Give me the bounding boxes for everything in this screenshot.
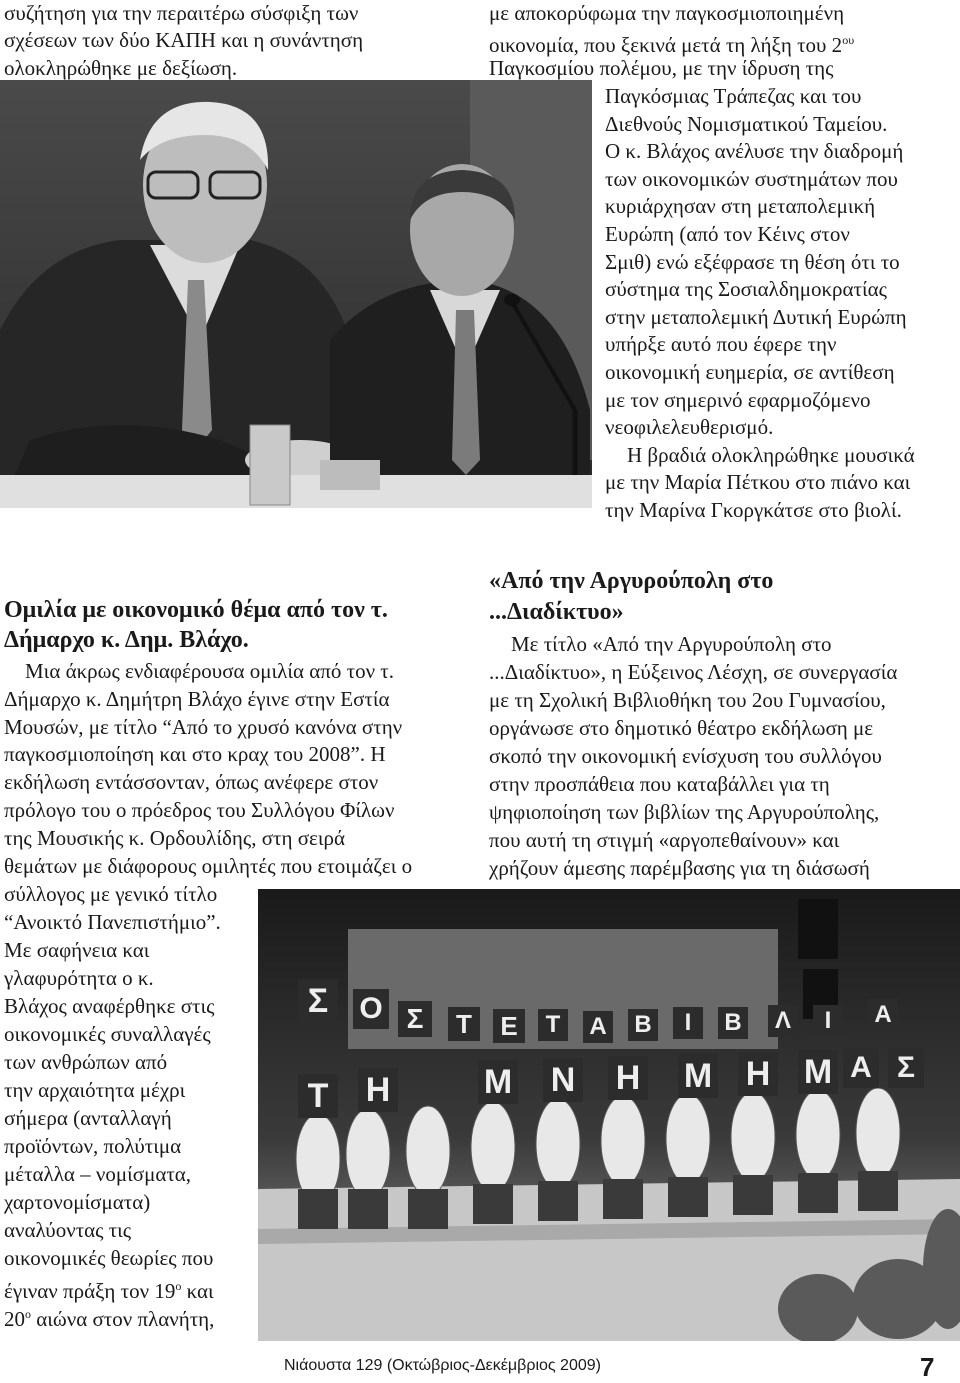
letter-card: Τ xyxy=(298,1074,338,1118)
text-line: με την Μαρία Πέτκου στο πιάνο και xyxy=(605,470,911,494)
text-line: Μια άκρως ενδιαφέρουσα ομιλία από τον τ. xyxy=(25,659,394,683)
text-line: χαρτονομίσματα) xyxy=(4,1190,151,1214)
text-line: παγκοσμιοποίηση και στο κραχ του 2008”. Η xyxy=(4,742,386,766)
text-line: Βλάχος αναφέρθηκε στις xyxy=(4,994,215,1018)
letter-card: Α xyxy=(843,1048,879,1088)
text-line: την Μαρίνα Γκοργκάτσε στο βιολί. xyxy=(605,498,902,522)
article-heading: Δήμαρχο κ. Δημ. Βλάχο. xyxy=(4,627,249,653)
text-line: Ο κ. Βλάχος ανέλυσε την διαδρομή xyxy=(605,139,904,163)
text-line: σύλλογος με γενικό τίτλο xyxy=(4,882,218,906)
letter-card: Α xyxy=(868,999,898,1031)
text-line: οικονομία, που ξεκινά μετά τη λήξη του $2^{o\upsilon}$ xyxy=(489,33,855,57)
text-line: γλαφυρότητα ο κ. xyxy=(4,966,154,990)
text-line: σύστημα της Σοσιαλδημοκρατίας xyxy=(605,277,887,301)
page-footer: Νιάουστα 129 (Οκτώβριος-Δεκέμβριος 2009) xyxy=(284,1357,601,1374)
text-line: την αρχαιότητα μέχρι xyxy=(4,1078,186,1102)
text-line: ολοκληρώθηκε με δεξίωση. xyxy=(4,56,238,80)
article-heading: ...Διαδίκτυο» xyxy=(489,599,624,625)
letter-card: Ι xyxy=(673,1007,703,1039)
text-line: Η βραδιά ολοκληρώθηκε μουσικά xyxy=(627,443,915,467)
letter-card: Σ xyxy=(298,979,338,1023)
text-line: Με τίτλο «Από την Αργυρούπολη στο xyxy=(511,632,832,656)
text-line: στην μεταπολεμική Δυτική Ευρώπη xyxy=(605,305,907,329)
letter-card: Σ xyxy=(398,1001,432,1037)
letter-card: Ε xyxy=(493,1009,525,1043)
letter-card: Β xyxy=(718,1007,748,1039)
text-line: κυριάρχησαν στη μεταπολεμική xyxy=(605,194,876,218)
text-line: Μουσών, με τίτλο “Από το χρυσό κανόνα στην xyxy=(4,715,403,739)
text-line: με τον σημερινό εφαρμοζόμενο xyxy=(605,388,871,412)
text-line: πρόλογο του ο πρόεδρος του Συλλόγου Φίλων xyxy=(4,798,395,822)
text-line: οικονομικές συναλλαγές xyxy=(4,1022,211,1046)
text-line: ψηφιοποίηση των βιβλίων της Αργυρούπολης, xyxy=(489,800,880,824)
text-line: $20^o$ αιώνα στον πλανήτη, xyxy=(4,1307,215,1331)
stage-photo-image xyxy=(258,889,960,1341)
text-line: προϊόντων, πολύτιμα xyxy=(4,1134,182,1158)
speakers-photo-image xyxy=(0,80,592,508)
text-line: με τη Σχολική Βιβλιοθήκη του 2ου Γυμνασίου, xyxy=(489,688,886,712)
article-heading: «Από την Αργυρούπολη στο xyxy=(489,568,774,594)
superscript: ου xyxy=(842,33,855,47)
text-line: σκοπό την οικονομική ενίσχυση του συλλόγου xyxy=(489,744,882,768)
text-line: έγιναν πράξη τον $19^o$ και xyxy=(4,1279,214,1303)
page-number: 7 xyxy=(920,1352,935,1382)
superscript: ο xyxy=(175,1279,182,1293)
letter-card: Τ xyxy=(538,1009,568,1041)
speakers-photo xyxy=(0,80,592,508)
text-line: των οικονομικών συστημάτων που xyxy=(605,167,898,191)
text-line: Ευρώπη (από τον Κέινς στον xyxy=(605,222,850,246)
letter-card: Η xyxy=(358,1068,398,1112)
text-line: ...Διαδίκτυο», η Εύξεινος Λέσχη, σε συνεργασία xyxy=(489,660,898,684)
text-line: οργάνωσε στο δημοτικό θέατρο εκδήλωση με xyxy=(489,716,874,740)
stage-photo xyxy=(258,889,960,1341)
letter-card: Β xyxy=(628,1009,658,1041)
letter-card: Ι xyxy=(813,1005,843,1037)
letter-card: Σ xyxy=(888,1048,924,1088)
letter-card: Λ xyxy=(768,1005,798,1037)
letter-card: Μ xyxy=(798,1050,838,1094)
text-line: με αποκορύφωμα την παγκοσμιοποιημένη xyxy=(489,1,845,25)
letter-card: Η xyxy=(738,1052,778,1096)
letter-card: Μ xyxy=(478,1060,518,1104)
text-line: Παγκόσμιας Τράπεζας και του xyxy=(605,84,862,108)
letter-card: Ο xyxy=(353,989,389,1029)
text-line: χρήζουν άμεσης παρέμβασης για τη διάσωσή xyxy=(489,856,870,880)
letter-card: Ν xyxy=(543,1058,583,1102)
letter-card: Α xyxy=(583,1011,613,1043)
letter-card: Τ xyxy=(448,1007,480,1041)
article-heading: Ομιλία με οικονομικό θέμα από τον τ. xyxy=(4,597,388,623)
text-line: μέταλλα – νομίσματα, xyxy=(4,1162,192,1186)
letter-card: Η xyxy=(608,1056,648,1100)
text-line: Παγκοσμίου πολέμου, με την ίδρυση της xyxy=(489,56,834,80)
text-line: Σμιθ) ενώ εξέφρασε τη θέση ότι το xyxy=(605,250,900,274)
text-line: Δήμαρχο κ. Δημήτρη Βλάχο έγινε στην Εστία xyxy=(4,687,390,711)
text-line: υπήρξε αυτό που έφερε την xyxy=(605,332,837,356)
text-line: θεμάτων με διάφορους ομιλητές που ετοιμάζει ο xyxy=(4,854,413,878)
text-line: στην προσπάθεια που καταβάλλει για τη xyxy=(489,772,830,796)
text-line: σχέσεων των δύο ΚΑΠΗ και η συνάντηση xyxy=(4,28,364,52)
text-line: της Μουσικής κ. Ορδουλίδης, στη σειρά xyxy=(4,826,345,850)
text-line: συζήτηση για την περαιτέρω σύσφιξη των xyxy=(4,1,359,25)
text-line: αναλύοντας τις xyxy=(4,1218,132,1242)
text-line: που αυτή τη στιγμή «αργοπεθαίνουν» και xyxy=(489,828,840,852)
text-line: νεοφιλελευθερισμό. xyxy=(605,415,774,439)
text-line: των ανθρώπων από xyxy=(4,1050,168,1074)
superscript: ο xyxy=(25,1307,31,1321)
text-line: “Ανοικτό Πανεπιστήμιο”. xyxy=(4,910,221,934)
text-line: Με σαφήνεια και xyxy=(4,938,150,962)
text-line: οικονομική ευημερία, σε αντίθεση xyxy=(605,360,895,384)
text-line: σήμερα (ανταλλαγή xyxy=(4,1106,172,1130)
text-line: οικονομικές θεωρίες που xyxy=(4,1246,214,1270)
text-line: εκδήλωση εντάσσονταν, όπως ανέφερε στον xyxy=(4,770,379,794)
letter-card: Μ xyxy=(678,1054,718,1098)
text-line: Διεθνούς Νομισματικού Ταμείου. xyxy=(605,112,888,136)
